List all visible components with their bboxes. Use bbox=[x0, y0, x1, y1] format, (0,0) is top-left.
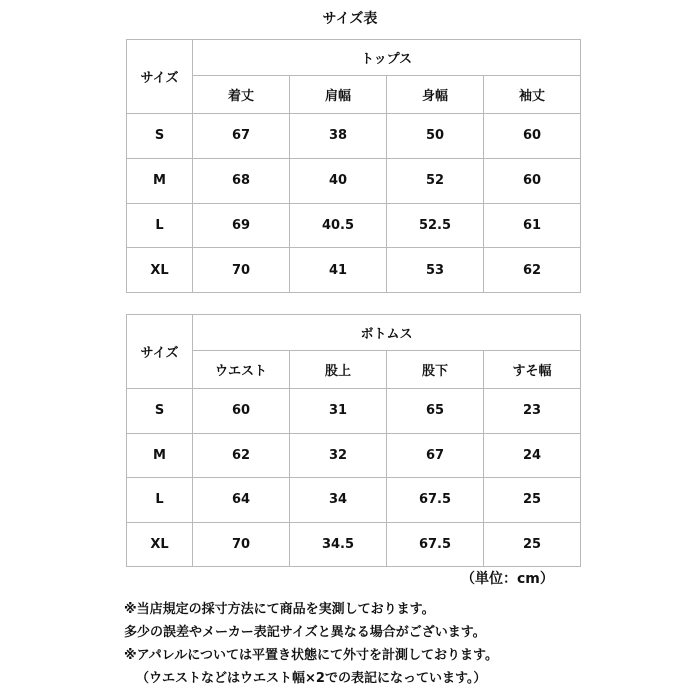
unit-label: （単位：cm） bbox=[461, 571, 554, 587]
group-header: トップス bbox=[193, 40, 581, 76]
column-header: 袖丈 bbox=[484, 76, 581, 114]
table-cell: 34.5 bbox=[290, 522, 387, 567]
table-row bbox=[127, 248, 581, 293]
table-cell: 41 bbox=[290, 248, 387, 293]
column-header: 身幅 bbox=[387, 76, 484, 114]
size-label: XL bbox=[127, 522, 193, 567]
table-row bbox=[127, 522, 581, 567]
table-cell: 24 bbox=[484, 433, 581, 478]
table-cell: 50 bbox=[387, 114, 484, 159]
table-cell: 67 bbox=[387, 433, 484, 478]
size-label: M bbox=[127, 158, 193, 203]
column-header: すそ幅 bbox=[484, 351, 581, 389]
table-cell: 25 bbox=[484, 522, 581, 567]
table-row bbox=[127, 433, 581, 478]
table-cell: 61 bbox=[484, 203, 581, 248]
table-cell: 62 bbox=[484, 248, 581, 293]
table-cell: 25 bbox=[484, 478, 581, 523]
page-title: サイズ表 bbox=[322, 11, 378, 27]
notes-block bbox=[124, 598, 498, 690]
size-label: S bbox=[127, 389, 193, 434]
note-line: ※当店規定の採寸方法にて商品を実測しております。 bbox=[124, 602, 435, 617]
column-header: 股上 bbox=[290, 351, 387, 389]
table-cell: 68 bbox=[193, 158, 290, 203]
table-cell: 67.5 bbox=[387, 478, 484, 523]
table-cell: 34 bbox=[290, 478, 387, 523]
column-header: 肩幅 bbox=[290, 76, 387, 114]
column-header: 股下 bbox=[387, 351, 484, 389]
note-line: ※アパレルについては平置き状態にて外寸を計測しております。 bbox=[124, 648, 498, 663]
table-cell: 52.5 bbox=[387, 203, 484, 248]
table-cell: 40 bbox=[290, 158, 387, 203]
bottoms-size-table bbox=[126, 314, 581, 567]
note-line: （ウエストなどはウエスト幅×2での表記になっています。） bbox=[136, 671, 487, 686]
table-cell: 60 bbox=[193, 389, 290, 434]
table-cell: 23 bbox=[484, 389, 581, 434]
size-header: サイズ bbox=[127, 315, 193, 389]
table-cell: 40.5 bbox=[290, 203, 387, 248]
table-row bbox=[127, 478, 581, 523]
table-row bbox=[127, 158, 581, 203]
note-line: 多少の誤差やメーカー表記サイズと異なる場合がございます。 bbox=[124, 625, 486, 640]
table-cell: 64 bbox=[193, 478, 290, 523]
table-cell: 60 bbox=[484, 114, 581, 159]
table-cell: 67 bbox=[193, 114, 290, 159]
column-header: ウエスト bbox=[193, 351, 290, 389]
table-cell: 65 bbox=[387, 389, 484, 434]
table-row bbox=[127, 203, 581, 248]
table-cell: 32 bbox=[290, 433, 387, 478]
tops-size-table bbox=[126, 39, 581, 293]
table-cell: 31 bbox=[290, 389, 387, 434]
table-cell: 67.5 bbox=[387, 522, 484, 567]
table-cell: 52 bbox=[387, 158, 484, 203]
table-cell: 38 bbox=[290, 114, 387, 159]
size-header: サイズ bbox=[127, 40, 193, 114]
size-label: S bbox=[127, 114, 193, 159]
table-cell: 53 bbox=[387, 248, 484, 293]
group-header: ボトムス bbox=[193, 315, 581, 351]
size-label: L bbox=[127, 203, 193, 248]
table-row bbox=[127, 389, 581, 434]
size-label: L bbox=[127, 478, 193, 523]
table-row bbox=[127, 114, 581, 159]
table-cell: 60 bbox=[484, 158, 581, 203]
table-cell: 69 bbox=[193, 203, 290, 248]
column-header: 着丈 bbox=[193, 76, 290, 114]
size-label: M bbox=[127, 433, 193, 478]
table-cell: 62 bbox=[193, 433, 290, 478]
size-label: XL bbox=[127, 248, 193, 293]
table-cell: 70 bbox=[193, 522, 290, 567]
table-cell: 70 bbox=[193, 248, 290, 293]
